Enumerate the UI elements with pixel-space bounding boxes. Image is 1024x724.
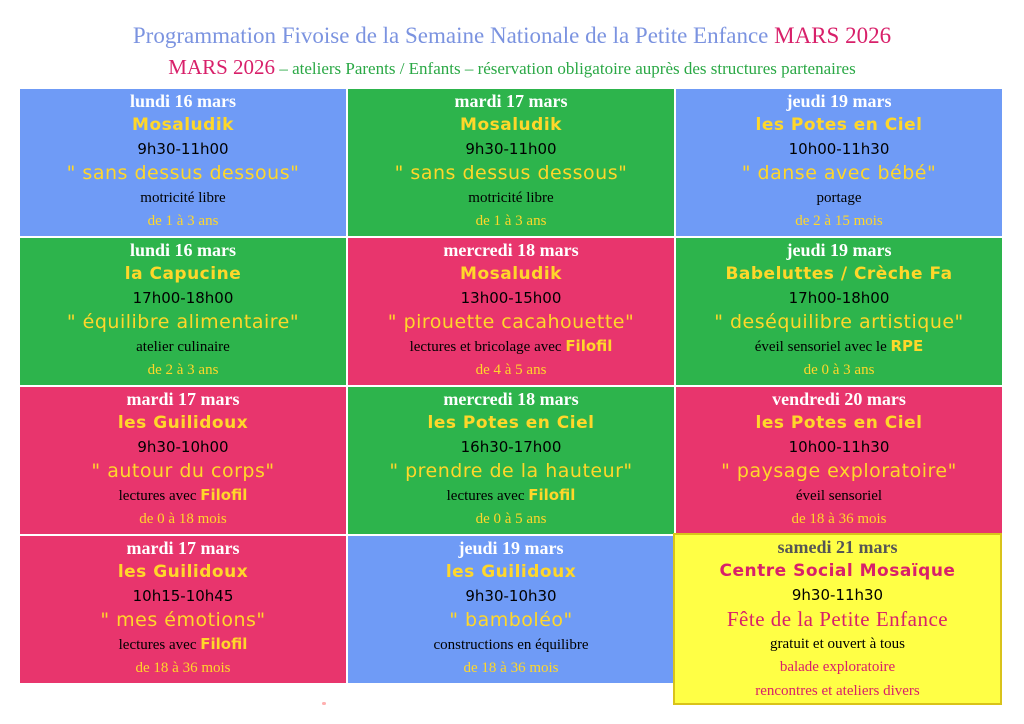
event-time: 9h30-11h00	[465, 140, 557, 158]
event-extra: rencontres et ateliers divers	[755, 683, 920, 699]
event-time: 17h00-18h00	[788, 289, 890, 307]
event-time: 9h30-10h30	[465, 587, 557, 605]
event-place: les Potes en Ciel	[755, 413, 923, 433]
event-title: " sans dessus dessous"	[66, 162, 300, 184]
event-desc: lectures avec Filofil	[118, 635, 248, 653]
event-place: Centre Social Mosaïque	[719, 561, 956, 581]
event-place: les Guilidoux	[117, 413, 249, 433]
event-place: Babeluttes / Crèche Fa	[725, 264, 953, 284]
event-age: de 2 à 15 mois	[795, 213, 883, 229]
event-day: mardi 17 mars	[126, 389, 240, 409]
event-age: de 0 à 18 mois	[139, 511, 227, 527]
event-age: de 18 à 36 mois	[791, 511, 887, 527]
event-cell	[20, 387, 346, 534]
event-title: " paysage exploratoire"	[721, 460, 957, 482]
event-title: " danse avec bébé"	[741, 162, 937, 184]
event-age: balade exploratoire	[779, 659, 896, 675]
event-place: Mosaludik	[460, 115, 562, 135]
event-cell	[20, 536, 346, 683]
event-cell	[348, 536, 674, 683]
page-title	[0, 22, 1024, 50]
event-time: 9h30-11h30	[791, 586, 884, 604]
event-time: 16h30-17h00	[460, 438, 562, 456]
event-desc: éveil sensoriel avec le RPE	[754, 337, 924, 355]
event-desc: motricité libre	[468, 190, 554, 206]
event-time: 9h30-10h00	[137, 438, 229, 456]
event-cell	[20, 238, 346, 385]
event-title: " bamboléo"	[449, 609, 573, 631]
event-age: de 18 à 36 mois	[463, 660, 559, 676]
title-date: MARS 2026	[774, 23, 892, 48]
event-day: samedi 21 mars	[777, 537, 898, 557]
schedule-grid	[18, 87, 1001, 699]
event-title: " deséquilibre artistique"	[714, 311, 964, 333]
event-time: 10h00-11h30	[788, 140, 890, 158]
event-time: 13h00-15h00	[460, 289, 562, 307]
event-age: de 4 à 5 ans	[475, 362, 547, 378]
event-cell	[20, 89, 346, 236]
decorative-mark	[998, 484, 1001, 514]
event-day: mardi 17 mars	[126, 538, 240, 558]
event-time: 17h00-18h00	[132, 289, 234, 307]
event-time: 9h30-11h00	[137, 140, 229, 158]
event-day: jeudi 19 mars	[786, 240, 892, 260]
event-title: " prendre de la hauteur"	[389, 460, 633, 482]
event-time: 10h15-10h45	[132, 587, 234, 605]
event-age: de 0 à 3 ans	[803, 362, 875, 378]
event-cell	[348, 238, 674, 385]
event-title: " pirouette cacahouette"	[387, 311, 635, 333]
event-cell	[676, 89, 1002, 236]
event-day: lundi 16 mars	[129, 240, 237, 260]
event-desc: gratuit et ouvert à tous	[770, 636, 905, 652]
event-cell	[348, 89, 674, 236]
event-day: mercredi 18 mars	[443, 240, 579, 260]
event-day: vendredi 20 mars	[772, 389, 906, 409]
event-title: " mes émotions"	[100, 609, 266, 631]
event-age: de 18 à 36 mois	[135, 660, 231, 676]
event-age: de 0 à 5 ans	[475, 511, 547, 527]
event-day: mardi 17 mars	[454, 91, 568, 111]
event-age: de 1 à 3 ans	[475, 213, 547, 229]
event-time: 10h00-11h30	[788, 438, 890, 456]
event-desc: éveil sensoriel	[795, 488, 883, 504]
event-place: Mosaludik	[132, 115, 234, 135]
event-desc: motricité libre	[140, 190, 226, 206]
event-day: jeudi 19 mars	[458, 538, 564, 558]
event-place: les Potes en Ciel	[755, 115, 923, 135]
event-cell-featured	[673, 533, 1002, 705]
subtitle-date: MARS 2026	[168, 55, 276, 79]
event-desc: lectures et bricolage avec Filofil	[409, 337, 613, 355]
event-title: " sans dessus dessous"	[394, 162, 628, 184]
event-title: " équilibre alimentaire"	[66, 311, 300, 333]
event-day: mercredi 18 mars	[443, 389, 579, 409]
event-cell	[676, 238, 1002, 385]
event-place: les Guilidoux	[445, 562, 577, 582]
event-cell	[348, 387, 674, 534]
event-desc: atelier culinaire	[136, 339, 230, 355]
event-day: lundi 16 mars	[129, 91, 237, 111]
event-cell	[676, 387, 1002, 534]
subtitle-text: – ateliers Parents / Enfants – réservation obligatoire auprès des structures partenaires	[275, 59, 856, 78]
event-desc: constructions en équilibre	[433, 637, 589, 653]
event-title: Fête de la Petite Enfance	[726, 607, 949, 631]
event-age: de 1 à 3 ans	[147, 213, 219, 229]
event-day: jeudi 19 mars	[786, 91, 892, 111]
decorative-dot	[322, 702, 326, 705]
event-title: " autour du corps"	[91, 460, 275, 482]
event-place: Mosaludik	[460, 264, 562, 284]
event-place: les Potes en Ciel	[427, 413, 595, 433]
title-main: Programmation Fivoise de la Semaine Nationale de la Petite Enfance	[132, 23, 769, 48]
event-desc: portage	[816, 190, 862, 206]
page-subtitle	[0, 56, 1024, 80]
event-place: les Guilidoux	[117, 562, 249, 582]
event-age: de 2 à 3 ans	[147, 362, 219, 378]
event-desc: lectures avec Filofil	[118, 486, 248, 504]
event-place: la Capucine	[124, 264, 242, 284]
event-desc: lectures avec Filofil	[446, 486, 576, 504]
